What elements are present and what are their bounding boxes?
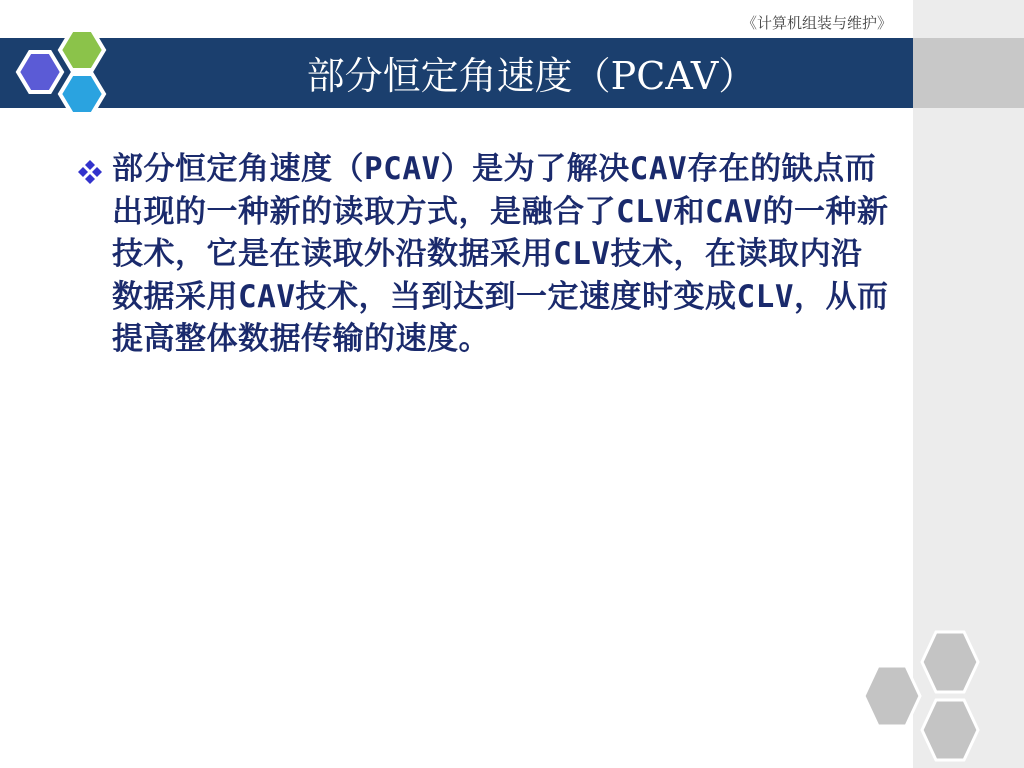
course-title: 《计算机组装与维护》 [741, 14, 892, 32]
body-paragraph: 部分恒定角速度（PCAV）是为了解决CAV存在的缺点而出现的一种新的读取方式，是融合了CLV和CAV的一种新技术，它是在读取外沿数据采用CLV技术，在读取内沿数据采用CAV技术，当到达到一定速度时变成CLV，从而提高整体数据传输的速度。 [112, 151, 889, 357]
diamond-bullet-icon [76, 158, 104, 186]
slide-title: 部分恒定角速度（PCAV） [306, 54, 757, 98]
hexagon-logo-icon [10, 22, 120, 122]
header-bar-extension [913, 38, 1024, 108]
decorative-hexagons-icon [858, 628, 1024, 768]
